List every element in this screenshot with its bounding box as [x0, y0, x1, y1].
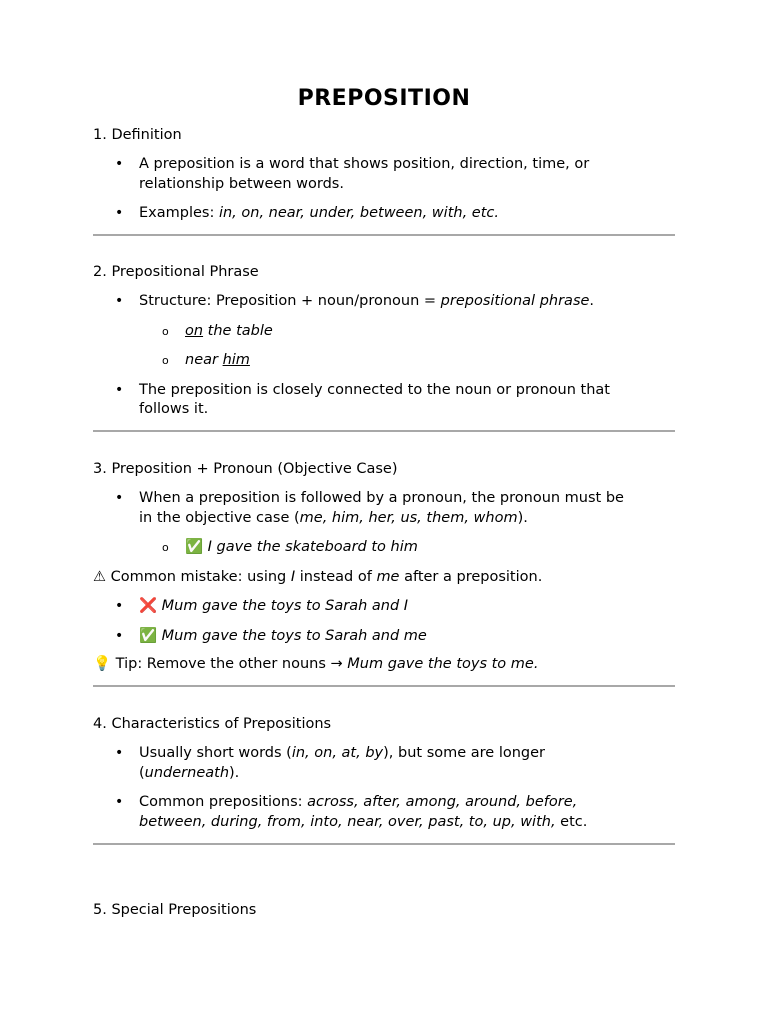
check-mark-icon: ✅	[185, 539, 204, 555]
section-heading-definition: 1. Definition	[93, 127, 182, 143]
cross-mark-icon: ❌	[139, 598, 158, 614]
sub-bullet-marker: o	[162, 541, 169, 554]
examples-line: Examples: in, on, near, under, between, with, etc.	[139, 205, 499, 221]
bullet-marker: •	[115, 628, 124, 644]
right-example: ✅ Mum gave the toys to Sarah and me	[139, 628, 427, 644]
section-divider	[93, 234, 675, 236]
bullet-marker: •	[115, 598, 124, 614]
tip-line: 💡 Tip: Remove the other nouns → Mum gave the toys to me.	[93, 656, 539, 672]
example-skateboard: ✅ I gave the skateboard to him	[185, 539, 418, 555]
sub-bullet-marker: o	[162, 354, 169, 367]
page-title: PREPOSITION	[297, 86, 471, 111]
check-mark-icon: ✅	[139, 628, 158, 644]
short-words-line-1: Usually short words (in, on, at, by), but some are longer	[139, 745, 546, 761]
objective-rule-line-1: When a preposition is followed by a pronoun, the pronoun must be	[139, 490, 624, 506]
bullet-marker: •	[115, 205, 124, 221]
section-divider	[93, 685, 675, 687]
section-heading-prepositional-phrase: 2. Prepositional Phrase	[93, 264, 259, 280]
common-mistake-line: ⚠ Common mistake: using I instead of me after a preposition.	[93, 569, 543, 585]
bullet-marker: •	[115, 490, 124, 506]
section-heading-objective-case: 3. Preposition + Pronoun (Objective Case)	[93, 461, 398, 477]
structure-line: Structure: Preposition + noun/pronoun = prepositional phrase.	[139, 293, 595, 309]
bullet-marker: •	[115, 382, 124, 398]
section-divider	[93, 430, 675, 432]
connection-line-1: The preposition is closely connected to the noun or pronoun that	[139, 382, 610, 398]
bullet-marker: •	[115, 745, 124, 761]
warning-icon: ⚠	[93, 569, 106, 585]
sub-bullet-marker: o	[162, 325, 169, 338]
common-prepositions-line-2: between, during, from, into, near, over, past, to, up, with, etc.	[139, 814, 588, 830]
short-words-line-2: (underneath).	[139, 765, 240, 781]
section-heading-characteristics: 4. Characteristics of Prepositions	[93, 716, 332, 732]
bullet-marker: •	[115, 794, 124, 810]
bullet-marker: •	[115, 293, 124, 309]
light-bulb-icon: 💡	[93, 656, 112, 672]
section-heading-special-prepositions: 5. Special Prepositions	[93, 902, 257, 918]
example-on-the-table: on the table	[185, 323, 273, 339]
example-near-him: near him	[185, 352, 250, 368]
connection-line-2: follows it.	[139, 401, 209, 417]
section-divider	[93, 843, 675, 845]
wrong-example: ❌ Mum gave the toys to Sarah and I	[139, 598, 409, 614]
common-prepositions-line-1: Common prepositions: across, after, among, around, before,	[139, 794, 578, 810]
bullet-marker: •	[115, 156, 124, 172]
definition-line-2: relationship between words.	[139, 176, 344, 192]
objective-rule-line-2: in the objective case (me, him, her, us, them, whom).	[139, 510, 528, 526]
definition-line-1: A preposition is a word that shows position, direction, time, or	[139, 156, 590, 172]
